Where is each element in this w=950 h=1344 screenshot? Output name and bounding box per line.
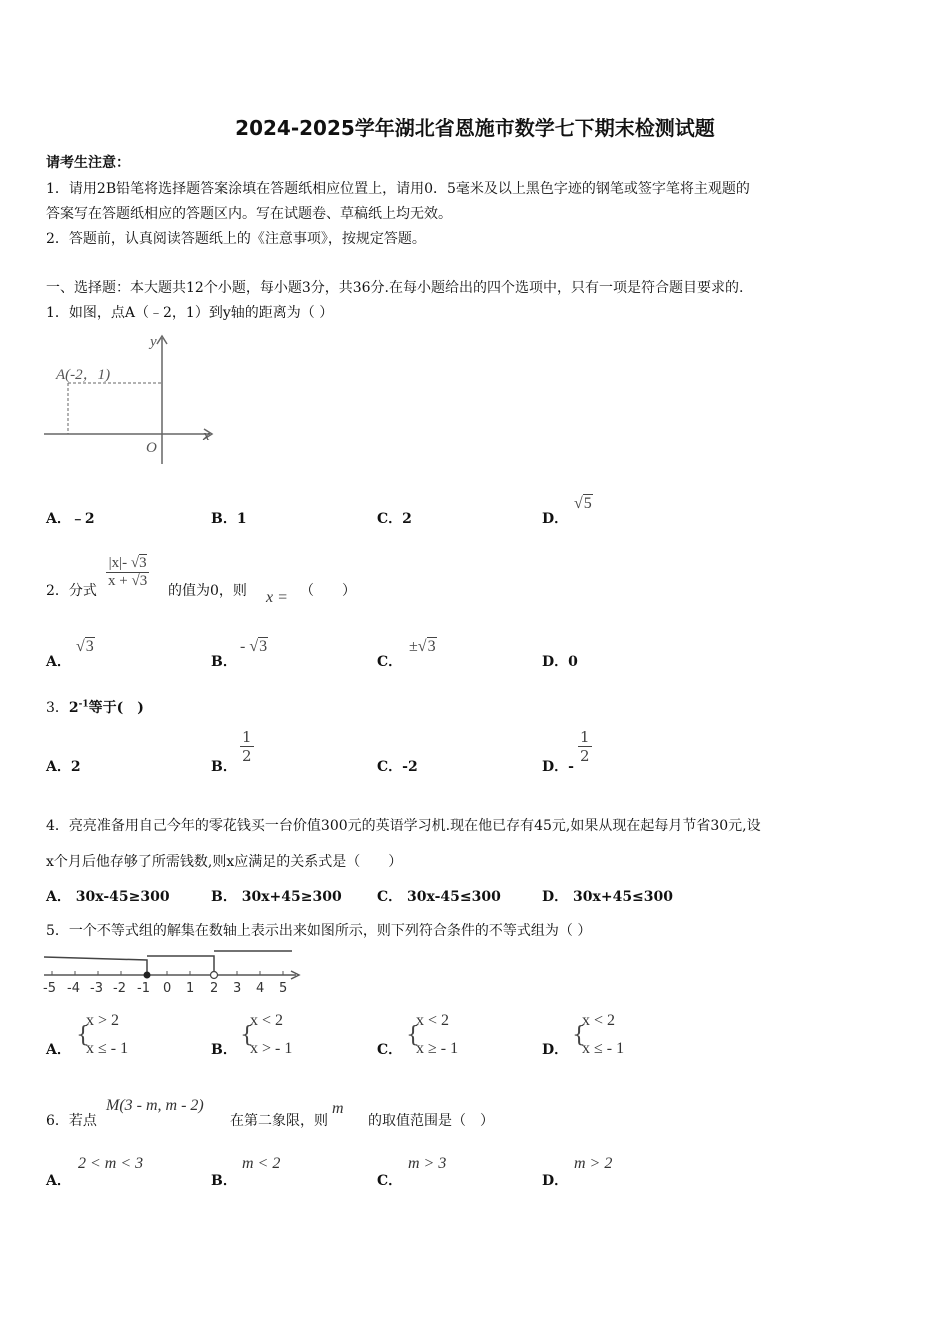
tick-label: 0 bbox=[163, 981, 172, 996]
q5-a-bottom: x ≤ - 1 bbox=[86, 1040, 129, 1057]
q3-stem: 3．$2^{-1}$等于( ) bbox=[46, 699, 144, 716]
q5-option-c: C． bbox=[377, 1042, 403, 1058]
q2-option-a: A． bbox=[46, 654, 71, 670]
q5-number-line bbox=[40, 945, 310, 997]
tick-label: 4 bbox=[256, 981, 265, 996]
origin-label: O bbox=[146, 440, 157, 456]
left-ray bbox=[44, 957, 147, 975]
q6-option-b: B． bbox=[211, 1173, 237, 1189]
tick-label: -5 bbox=[43, 981, 56, 996]
y-label: y bbox=[150, 334, 157, 350]
q6-option-d: D． bbox=[542, 1173, 569, 1189]
tick-label: -2 bbox=[113, 981, 126, 996]
q1-option-b: B．1 bbox=[211, 511, 247, 527]
x-label: x bbox=[203, 428, 210, 444]
q4-line-2: x个月后他存够了所需钱数,则x应满足的关系式是（ ） bbox=[46, 854, 403, 870]
notice-line-1: 1．请用2B铅笔将选择题答案涂填在答题纸相应位置上，请用0．5毫米及以上黑色字迹的钢笔或签字笔将主观题的 bbox=[46, 181, 750, 197]
q3-option-d: D．- bbox=[542, 759, 574, 775]
q5-a-brace: { bbox=[76, 1023, 90, 1048]
solid-point-minus-1 bbox=[144, 972, 151, 979]
q5-b-bottom: x > - 1 bbox=[250, 1040, 293, 1057]
q6-option-b-value: m < 2 bbox=[242, 1155, 281, 1172]
q6-option-a-value: 2 < m < 3 bbox=[78, 1155, 144, 1172]
q5-d-brace: { bbox=[572, 1023, 586, 1048]
q4-option-d: D． 30x+45≤300 bbox=[542, 889, 674, 905]
q2-prefix: 2．分式 bbox=[46, 583, 97, 599]
q1-stem: 1．如图，点A（﹣2，1）到y轴的距离为（ ） bbox=[46, 305, 334, 321]
q2-fraction: $\frac{|x|- √3}{x + √3}$ bbox=[108, 555, 148, 589]
q3-option-b: B． bbox=[211, 759, 237, 775]
q6-var: m bbox=[332, 1100, 344, 1117]
tick-label: -1 bbox=[137, 981, 150, 996]
q6-suffix: 的取值范围是（ ） bbox=[368, 1113, 494, 1129]
q2-option-c: C． bbox=[377, 654, 403, 670]
q5-a-top: x > 2 bbox=[86, 1012, 120, 1029]
notice-heading: 请考生注意： bbox=[46, 155, 130, 171]
q5-d-top: x < 2 bbox=[582, 1012, 616, 1029]
notice-line-2: 答案写在答题纸相应的答题区内。写在试题卷、草稿纸上均无效。 bbox=[46, 206, 452, 222]
tick-label: 1 bbox=[186, 981, 195, 996]
tick-label: 2 bbox=[210, 981, 219, 996]
point-a-label: A(-2，1) bbox=[56, 367, 111, 383]
q6-option-c-value: m > 3 bbox=[408, 1155, 447, 1172]
q2-x-equals: x = bbox=[266, 589, 288, 606]
section-heading: 一、选择题：本大题共12个小题，每小题3分，共36分.在每小题给出的四个选项中，只有一项是符合题目要求的. bbox=[46, 280, 744, 296]
q5-d-bottom: x ≤ - 1 bbox=[582, 1040, 625, 1057]
q5-c-bottom: x ≥ - 1 bbox=[416, 1040, 459, 1057]
tick-label: 3 bbox=[233, 981, 242, 996]
q5-option-d: D． bbox=[542, 1042, 569, 1058]
q1-option-c: C．2 bbox=[377, 511, 412, 527]
q5-c-top: x < 2 bbox=[416, 1012, 450, 1029]
q3-option-d-fraction: $\frac{1}{2}$ bbox=[580, 728, 590, 765]
q6-middle: 在第二象限，则 bbox=[230, 1113, 328, 1129]
q2-suffix: 的值为0，则 bbox=[168, 583, 247, 599]
q5-b-top: x < 2 bbox=[250, 1012, 284, 1029]
q6-point: M(3 - m, m - 2) bbox=[106, 1097, 204, 1114]
q3-option-c: C．-2 bbox=[377, 759, 418, 775]
q1-coordinate-graph bbox=[40, 330, 230, 470]
q4-line-1: 4．亮亮准备用自己今年的零花钱买一台价值300元的英语学习机.现在他已存有45元,如果从现在起每月节省30元,设 bbox=[46, 818, 761, 834]
q2-tail: （ ） bbox=[300, 583, 356, 599]
tick-labels bbox=[43, 981, 287, 996]
q2-option-a-value: √3 bbox=[76, 638, 94, 655]
q2-option-b: B． bbox=[211, 654, 237, 670]
q4-option-a: A． 30x-45≥300 bbox=[46, 889, 170, 905]
q1-option-d: D． bbox=[542, 511, 569, 527]
q5-option-b: B． bbox=[211, 1042, 237, 1058]
q4-option-c: C． 30x-45≤300 bbox=[377, 889, 501, 905]
q2-option-b-value: - √3 bbox=[240, 638, 268, 655]
tick-label: 5 bbox=[279, 981, 288, 996]
q1-option-a: A．﹣2 bbox=[46, 511, 95, 527]
q3-option-a: A．2 bbox=[46, 759, 81, 775]
q2-option-d: D．0 bbox=[542, 654, 578, 670]
q5-stem: 5．一个不等式组的解集在数轴上表示出来如图所示，则下列符合条件的不等式组为（ ） bbox=[46, 923, 592, 939]
q4-option-b: B． 30x+45≥300 bbox=[211, 889, 342, 905]
q6-prefix: 6．若点 bbox=[46, 1113, 97, 1129]
notice-line-3: 2．答题前，认真阅读答题纸上的《注意事项》，按规定答题。 bbox=[46, 231, 426, 247]
q5-c-brace: { bbox=[406, 1023, 420, 1048]
q6-option-d-value: m > 2 bbox=[574, 1155, 613, 1172]
page-title: 2024-2025学年湖北省恩施市数学七下期末检测试题 bbox=[235, 116, 715, 140]
q6-option-c: C． bbox=[377, 1173, 403, 1189]
q1-option-d-sqrt: √5 bbox=[574, 495, 592, 512]
q5-b-brace: { bbox=[240, 1023, 254, 1048]
tick-label: -3 bbox=[90, 981, 103, 996]
hollow-point-2 bbox=[211, 972, 218, 979]
q3-option-b-fraction: $\frac{1}{2}$ bbox=[242, 728, 252, 765]
tick-label: -4 bbox=[67, 981, 80, 996]
q6-option-a: A． bbox=[46, 1173, 71, 1189]
solution-bracket bbox=[147, 956, 214, 975]
q5-option-a: A． bbox=[46, 1042, 71, 1058]
q2-option-c-value: ±√3 bbox=[409, 638, 436, 655]
